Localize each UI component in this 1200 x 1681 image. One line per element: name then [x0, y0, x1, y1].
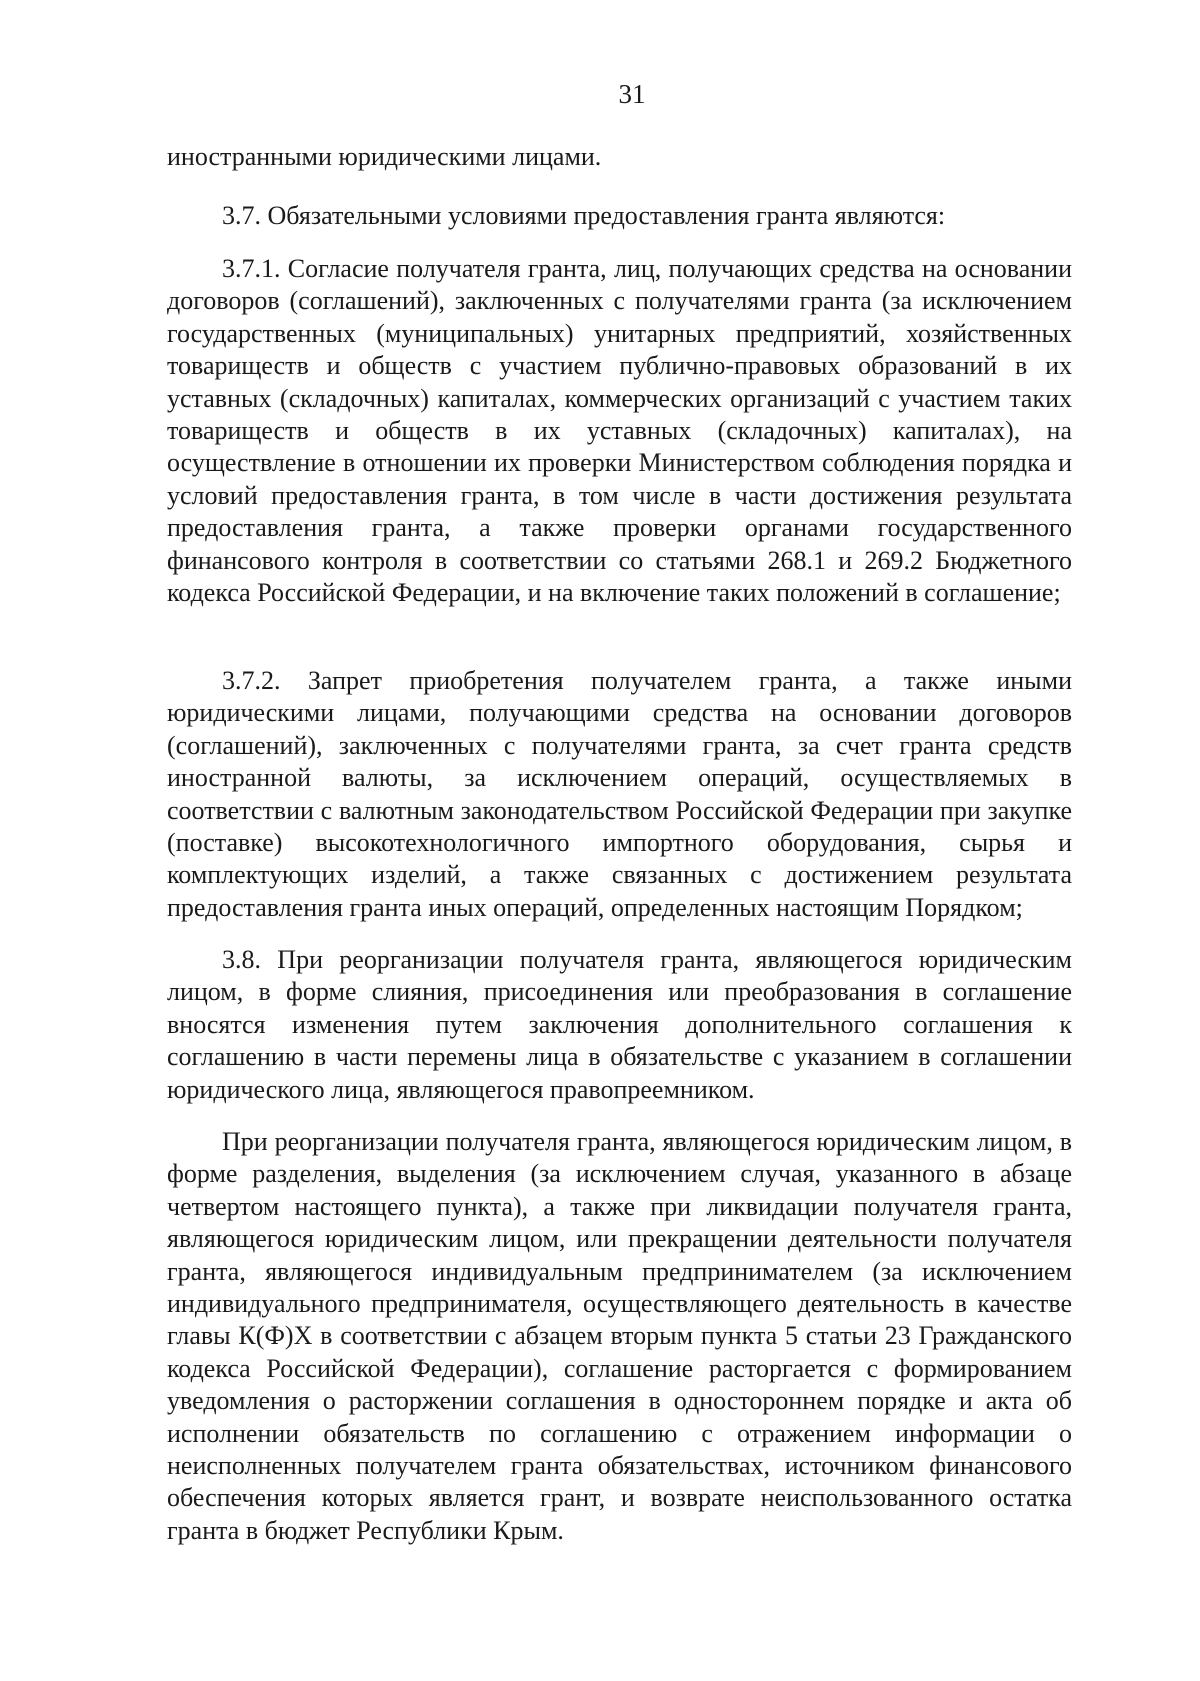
paragraph-continuation	[167, 141, 1072, 173]
paragraph-item-3-8	[167, 944, 1072, 1106]
page-number: 31	[618, 79, 646, 109]
paragraph-text: иностранными юридическими лицами.	[167, 142, 602, 171]
paragraph-text: При реорганизации получателя гранта, являющегося юридическим лицом, в форме разделения, выделения (за исключением случая, указанного в абзаце четвертом настоящего пункта), а также при ликвидации получателя гранта, являющегося юридическим лицом, или прекращении деятельности получателя гранта, являющегося индивидуальным предпринимателем (за исключением индивидуального предпринимателя, осуществляющего деятельность в качестве главы К(Ф)Х в соответствии с абзацем вторым пункта 5 статьи 23 Гражданского кодекса Российской Федерации), соглашение расторгается с формированием уведомления о расторжении соглашения в одностороннем порядке и акта об исполнении обязательств по соглашению с отражением информации о неисполненных получателем гранта обязательствах, источником финансового обеспечения которых является грант, и возврате неиспользованного остатка гранта в бюджет Республики Крым.	[167, 1127, 1072, 1545]
paragraph-text: 3.7.1. Согласие получателя гранта, лиц, получающих средства на основании договоров (соглашений), заключенных с получателями гранта (за исключением государственных (муниципальных) унитарных предприятий, хозяйственных товариществ и обществ с участием публично-правовых образований в их уставных (складочных) капиталах, коммерческих организаций с участием таких товариществ и обществ в их уставных (складочных) капиталах), на осуществление в отношении их проверки Министерством соблюдения порядка и условий предоставления гранта, в том числе в части достижения результата предоставления гранта, а также проверки органами государственного финансового контроля в соответствии со статьями 268.1 и 269.2 Бюджетного кодекса Российской Федерации, и на включение таких положений в соглашение;	[167, 254, 1072, 608]
paragraph-item-3-7-2	[167, 665, 1072, 924]
paragraph-text: 3.7.2. Запрет приобретения получателем гранта, а также иными юридическими лицами, получающими средства на основании договоров (соглашений), заключенных с получателями гранта, за счет гранта средств иностранной валюты, за исключением операций, осуществляемых в соответствии с валютным законодательством Российской Федерации при закупке (поставке) высокотехнологичного импортного оборудования, сырья и комплектующих изделий, а также связанных с достижением результата предоставления гранта иных операций, определенных настоящим Порядком;	[167, 666, 1072, 922]
paragraph-item-3-7	[167, 200, 1072, 232]
paragraph-text: 3.8. При реорганизации получателя гранта, являющегося юридическим лицом, в форме слияния, присоединения или преобразования в соглашение вносятся изменения путем заключения дополнительного соглашения к соглашению в части перемены лица в обязательстве с указанием в соглашении юридического лица, являющегося правопреемником.	[167, 945, 1072, 1104]
paragraph-text: 3.7. Обязательными условиями предоставления гранта являются:	[222, 201, 946, 230]
paragraph-item-3-7-1	[167, 253, 1072, 609]
paragraph-item-3-8-second	[167, 1126, 1072, 1547]
